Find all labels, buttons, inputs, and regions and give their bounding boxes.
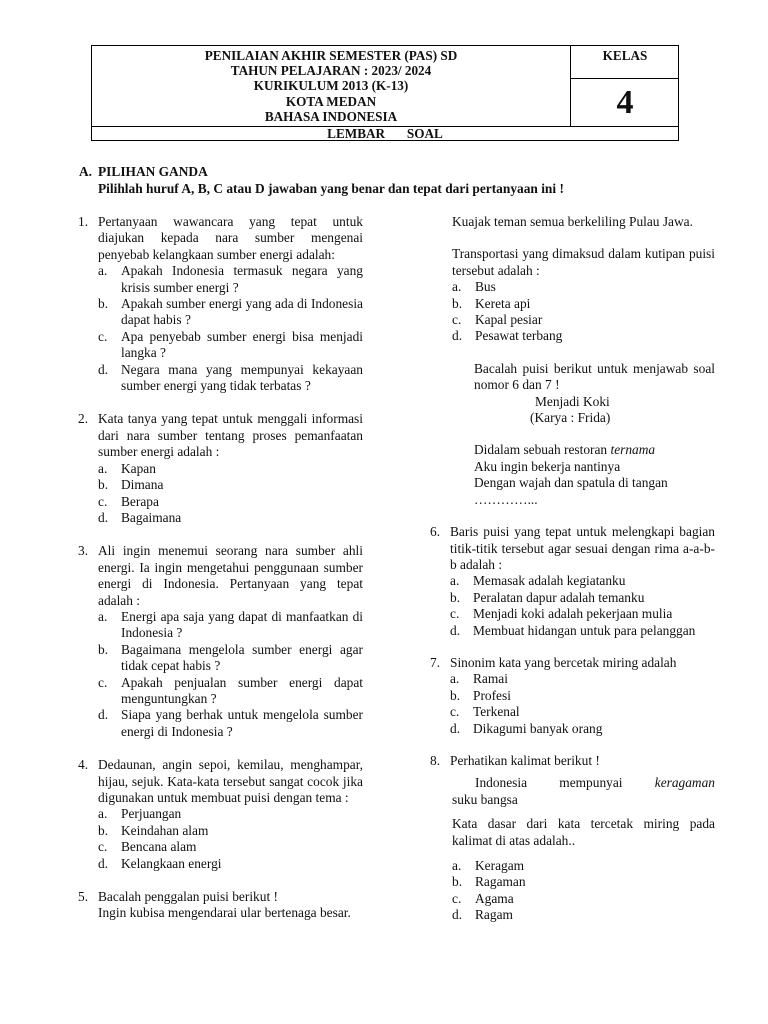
question-text: Sinonim kata yang bercetak miring adalah bbox=[450, 654, 677, 670]
sheet-label-text: LEMBAR SOAL bbox=[327, 126, 443, 141]
question-number: 2. bbox=[78, 411, 89, 427]
option-text: Terkenal bbox=[473, 704, 520, 720]
option-d[interactable] bbox=[450, 721, 715, 737]
example-sentence-line-2: suku bangsa bbox=[452, 791, 518, 807]
option-text: Bus bbox=[475, 279, 496, 295]
option-d[interactable] bbox=[98, 510, 363, 526]
option-text: Keindahan alam bbox=[121, 822, 209, 838]
option-d[interactable] bbox=[98, 362, 363, 395]
question-number: 1. bbox=[78, 214, 89, 229]
question-text: Transportasi yang dimaksud dalam kutipan puisi tersebut adalah : bbox=[452, 246, 715, 278]
option-c[interactable] bbox=[450, 606, 715, 622]
section-heading bbox=[79, 164, 208, 180]
option-a[interactable] bbox=[98, 263, 363, 296]
question-8-body bbox=[430, 775, 715, 923]
option-letter: a. bbox=[98, 608, 108, 624]
question-number: 6. bbox=[430, 524, 441, 540]
option-letter: c. bbox=[450, 704, 460, 720]
option-letter: c. bbox=[452, 312, 462, 328]
option-c[interactable] bbox=[98, 329, 363, 362]
option-text: Kapan bbox=[121, 460, 156, 476]
option-text: Siapa yang berhak untuk mengelola sumber energi di Indonesia ? bbox=[121, 707, 363, 739]
option-letter: a. bbox=[98, 806, 108, 822]
option-text: Bencana alam bbox=[121, 839, 197, 855]
option-text: Memasak adalah kegiatanku bbox=[473, 573, 626, 589]
question-1 bbox=[78, 214, 363, 394]
exam-title bbox=[92, 48, 570, 124]
section-letter: A. bbox=[79, 164, 93, 179]
poem-excerpt-continued: Kuajak teman semua berkeliling Pulau Jawa. bbox=[452, 214, 693, 229]
question-number: 4. bbox=[78, 757, 89, 773]
option-letter: c. bbox=[98, 328, 108, 344]
poem-italic-word: ternama bbox=[610, 442, 656, 458]
kelas-divider bbox=[570, 78, 679, 79]
poem-line-4: …………... bbox=[474, 491, 538, 507]
option-letter: d. bbox=[452, 328, 463, 344]
option-letter: d. bbox=[98, 509, 109, 525]
option-text: Agama bbox=[475, 890, 514, 906]
option-letter: a. bbox=[452, 858, 462, 873]
option-a[interactable] bbox=[98, 806, 363, 822]
option-letter: a. bbox=[98, 263, 108, 279]
option-text: Apakah penjualan sumber energi dapat menguntungkan ? bbox=[121, 674, 363, 706]
option-b[interactable] bbox=[452, 296, 715, 312]
poem-block bbox=[430, 361, 715, 508]
option-text: Bagaimana mengelola sumber energi agar tidak cepat habis ? bbox=[121, 641, 363, 674]
left-column bbox=[78, 214, 363, 922]
option-text: Profesi bbox=[473, 687, 511, 703]
option-letter: d. bbox=[452, 907, 463, 923]
option-a[interactable] bbox=[452, 858, 715, 874]
option-d[interactable] bbox=[452, 328, 715, 344]
question-7 bbox=[430, 655, 715, 737]
question-text: Perhatikan kalimat berikut ! bbox=[450, 752, 600, 768]
option-letter: c. bbox=[452, 890, 462, 906]
option-letter: a. bbox=[450, 671, 460, 687]
option-b[interactable] bbox=[98, 823, 363, 839]
option-c[interactable] bbox=[98, 675, 363, 708]
option-text: Membuat hidangan untuk para pelanggan bbox=[473, 622, 696, 638]
option-b[interactable] bbox=[452, 874, 715, 890]
option-letter: b. bbox=[98, 296, 109, 312]
option-a[interactable] bbox=[98, 609, 363, 642]
exam-title-line: TAHUN PELAJARAN : 2023/ 2024 bbox=[230, 63, 432, 79]
question-text: Kata tanya yang tepat untuk menggali informasi dari nara sumber tentang proses pemanfaatan sumber energi adalah : bbox=[98, 411, 363, 460]
question-text: Pertanyaan wawancara yang tepat untuk diajukan kepada nara sumber mengenai penyebab kelangkaan sumber energi adalah: bbox=[98, 214, 363, 262]
option-letter: c. bbox=[450, 606, 460, 622]
option-a[interactable] bbox=[98, 461, 363, 477]
option-letter: b. bbox=[98, 477, 109, 493]
kelas-label: KELAS bbox=[602, 48, 648, 63]
question-number: 5. bbox=[78, 889, 89, 905]
option-text: Ragaman bbox=[475, 874, 526, 890]
option-letter: a. bbox=[452, 279, 462, 295]
question-text: Ali ingin menemui seorang nara sumber ahli energi. Ia ingin mengetahui penggunaan sumber energi di Indonesia. Pertanyaan yang tepat adalah : bbox=[98, 543, 363, 608]
option-text: Bagaimana bbox=[121, 509, 182, 525]
option-letter: b. bbox=[98, 822, 109, 838]
option-text: Dimana bbox=[121, 477, 164, 493]
poem-line-3: Dengan wajah dan spatula di tangan bbox=[474, 475, 668, 491]
option-text: Negara mana yang mempunyai kekayaan sumber energi yang tidak terbatas ? bbox=[121, 361, 363, 394]
option-letter: b. bbox=[450, 589, 461, 605]
option-letter: d. bbox=[98, 707, 109, 723]
option-c[interactable] bbox=[452, 891, 715, 907]
exam-title-line: KOTA MEDAN bbox=[285, 93, 377, 109]
option-text: Kereta api bbox=[475, 295, 531, 311]
question-number: 8. bbox=[430, 752, 441, 768]
option-letter: a. bbox=[98, 460, 108, 476]
option-text: Energi apa saja yang dapat di manfaatkan di Indonesia ? bbox=[121, 608, 363, 641]
poem-line-1-text: Didalam sebuah restoran bbox=[474, 442, 608, 458]
option-text: Dikagumi banyak orang bbox=[473, 720, 603, 736]
question-text: Dedaunan, angin sepoi, kemilau, menghampar, hijau, sejuk. Kata-kata tersebut sangat cocok jika digunakan untuk membuat puisi dengan tema : bbox=[98, 757, 363, 805]
question-2 bbox=[78, 411, 363, 526]
option-d[interactable] bbox=[450, 623, 715, 639]
question-8 bbox=[430, 753, 715, 769]
poem-line-2: Aku ingin bekerja nantinya bbox=[474, 458, 621, 474]
question-5-continued bbox=[430, 214, 715, 279]
option-a[interactable] bbox=[452, 279, 715, 295]
poem-author: (Karya : Frida) bbox=[530, 410, 611, 426]
example-sentence-line-1 bbox=[452, 775, 715, 791]
option-letter: a. bbox=[450, 573, 460, 589]
section-title: PILIHAN GANDA bbox=[98, 164, 208, 179]
option-text: Keragam bbox=[475, 858, 525, 873]
option-d[interactable] bbox=[98, 856, 363, 872]
example-sentence-text: Indonesia mempunyai bbox=[475, 775, 623, 791]
question-4 bbox=[78, 757, 363, 872]
example-italic-word: keragaman bbox=[654, 775, 715, 791]
sheet-label bbox=[92, 127, 678, 141]
poem-title: Menjadi Koki bbox=[535, 393, 610, 409]
right-column bbox=[430, 214, 715, 924]
option-d[interactable] bbox=[452, 907, 715, 923]
question-number: 3. bbox=[78, 543, 89, 559]
option-b[interactable] bbox=[98, 642, 363, 675]
poem-line-1 bbox=[474, 442, 715, 458]
option-text: Ramai bbox=[473, 671, 508, 687]
option-letter: b. bbox=[450, 687, 461, 703]
exam-title-line: PENILAIAN AKHIR SEMESTER (PAS) SD bbox=[204, 48, 458, 63]
option-letter: d. bbox=[98, 361, 109, 377]
option-text: Kapal pesiar bbox=[475, 312, 543, 328]
question-number: 7. bbox=[430, 654, 441, 670]
option-text: Peralatan dapur adalah temanku bbox=[473, 589, 645, 605]
question-5-options bbox=[430, 279, 715, 345]
exam-title-line: KURIKULUM 2013 (K-13) bbox=[253, 78, 409, 94]
option-text: Menjadi koki adalah pekerjaan mulia bbox=[473, 606, 673, 622]
option-letter: c. bbox=[98, 674, 108, 690]
option-text: Apa penyebab sumber energi bisa menjadi langka ? bbox=[121, 328, 363, 361]
option-letter: b. bbox=[98, 641, 109, 657]
option-letter: d. bbox=[98, 855, 109, 871]
question-text: Bacalah penggalan puisi berikut ! bbox=[98, 889, 278, 905]
option-c[interactable] bbox=[452, 312, 715, 328]
option-text: Apakah Indonesia termasuk negara yang krisis sumber energi ? bbox=[121, 263, 363, 295]
option-letter: b. bbox=[452, 874, 463, 890]
section-instruction: Pilihlah huruf A, B, C atau D jawaban yang benar dan tepat dari pertanyaan ini ! bbox=[98, 181, 564, 196]
option-b[interactable] bbox=[450, 688, 715, 704]
kelas-value: 4 bbox=[616, 84, 634, 121]
option-text: Apakah sumber energi yang ada di Indonesia dapat habis ? bbox=[121, 296, 363, 328]
question-text: Baris puisi yang tepat untuk melengkapi bagian titik-titik tersebut agar sesuai dengan rima a-a-b-b adalah : bbox=[450, 524, 715, 572]
option-a[interactable] bbox=[450, 671, 715, 687]
option-b[interactable] bbox=[98, 477, 363, 493]
option-d[interactable] bbox=[98, 707, 363, 740]
option-c[interactable] bbox=[98, 839, 363, 855]
option-letter: c. bbox=[98, 493, 108, 509]
exam-title-line: BAHASA INDONESIA bbox=[264, 108, 398, 124]
question-text: Kata dasar dari kata tercetak miring pada kalimat di atas adalah.. bbox=[452, 816, 715, 848]
option-text: Perjuangan bbox=[121, 806, 182, 822]
poem-intro: Bacalah puisi berikut untuk menjawab soal nomor 6 dan 7 ! bbox=[474, 360, 715, 393]
option-letter: b. bbox=[452, 295, 463, 311]
option-text: Ragam bbox=[475, 907, 513, 923]
question-5 bbox=[78, 889, 363, 922]
option-b[interactable] bbox=[450, 590, 715, 606]
poem-excerpt: Ingin kubisa mengendarai ular bertenaga besar. bbox=[98, 905, 351, 921]
option-text: Kelangkaan energi bbox=[121, 855, 222, 871]
option-c[interactable] bbox=[98, 494, 363, 510]
question-3 bbox=[78, 543, 363, 740]
question-6 bbox=[430, 524, 715, 639]
option-b[interactable] bbox=[98, 296, 363, 329]
option-c[interactable] bbox=[450, 704, 715, 720]
option-text: Berapa bbox=[121, 493, 159, 509]
option-letter: d. bbox=[450, 720, 461, 736]
option-letter: c. bbox=[98, 839, 108, 855]
question-8-options bbox=[452, 858, 715, 924]
option-a[interactable] bbox=[450, 573, 715, 589]
option-text: Pesawat terbang bbox=[475, 328, 563, 344]
exam-header-box bbox=[91, 45, 679, 141]
option-letter: d. bbox=[450, 622, 461, 638]
